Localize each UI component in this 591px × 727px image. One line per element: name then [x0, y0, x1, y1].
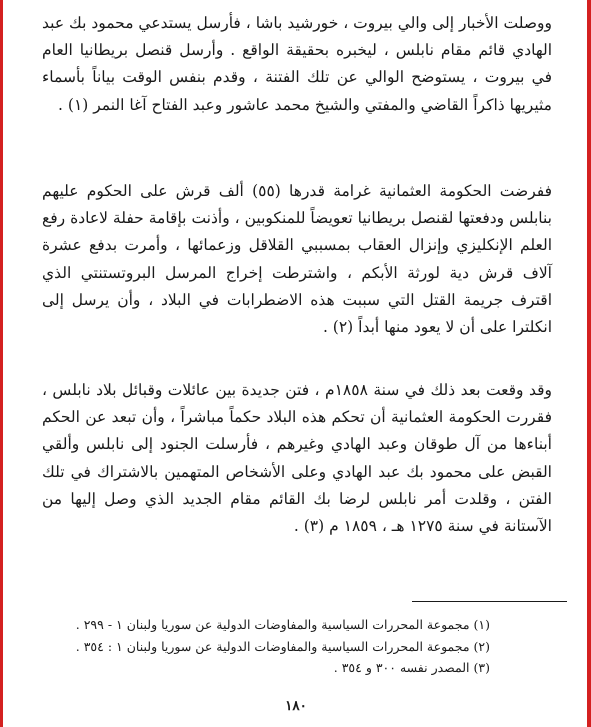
- footnotes-list: [75, 614, 490, 679]
- paragraph-2: ففرضت الحكومة العثمانية غرامة قدرها (٥٥) ألف قرش على الحكوم عليهم بنابلس ودفعتها لقنصل بريطانيا تعويضاً للمنكوبين ، وأذنت بإقامة حفلة لاعادة رفع العلم الإنكليزي وإنزال العقاب بمسببي القلاقل وزعمائها ، وأمرت بدفع عشرة آلاف قرش دية لورثة الأبكم ، واشترطت إخراج المرسل البروتستنتي الذي اقترف جريمة القتل التي سببت هذه الاضطرابات في البلاد ، وأن يرسل إلى انكلترا على أن لا يعود منها أبداً (٢) .: [42, 182, 552, 337]
- footnote-3: (٣) المصدر نفسه ٣٠٠ و ٣٥٤ .: [333, 660, 490, 675]
- paragraph-3: وقد وقعت بعد ذلك في سنة ١٨٥٨م ، فتن جديدة بين عائلات وقبائل بلاد نابلس ، فقررت الحكومة العثمانية أن تحكم هذه البلاد حكماً مباشراً ، وأن تبعد عن الحكم أبناءها من آل طوقان وعبد الهادي وغيرهم ، فأرسلت الجنود إلى نابلس وألقي القبض على محمود بك عبد الهادي وعلى الأشخاص المتهمين بالاشتراك في تلك الفتن ، وقلدت أمر نابلس لرضا بك القائم مقام الجديد الذي وصل إليها من الآستانة في سنة ١٢٧٥ هـ ، ١٨٥٩ م (٣) .: [42, 381, 553, 536]
- footnote-separator-rule: [412, 601, 567, 602]
- page-number: ١٨٠: [285, 698, 307, 714]
- footnote-1: (١) مجموعة المحررات السياسية والمفاوضات الدولية عن سوريا ولبنان ١ - ٢٩٩ .: [75, 617, 490, 632]
- footnote-2: (٢) مجموعة المحررات السياسية والمفاوضات الدولية عن سوريا ولبنان ١ : ٣٥٤ .: [75, 638, 490, 654]
- paragraph-1: ووصلت الأخبار إلى والي بيروت ، خورشيد باشا ، فأرسل يستدعي محمود بك عبد الهادي قائم مقام نابلس ، ليخبره بحقيقة الواقع . وأرسل قنصل بريطانيا العام في بيروت ، يستوضح الوالي عن تلك الفتنة ، وقدم بنفس الوقت بياناً بأسماء مثيريها ذاكراً القاضي والمفتي والشيخ محمد عاشور وعبد الفتاح آغا النمر (١) .: [42, 14, 552, 114]
